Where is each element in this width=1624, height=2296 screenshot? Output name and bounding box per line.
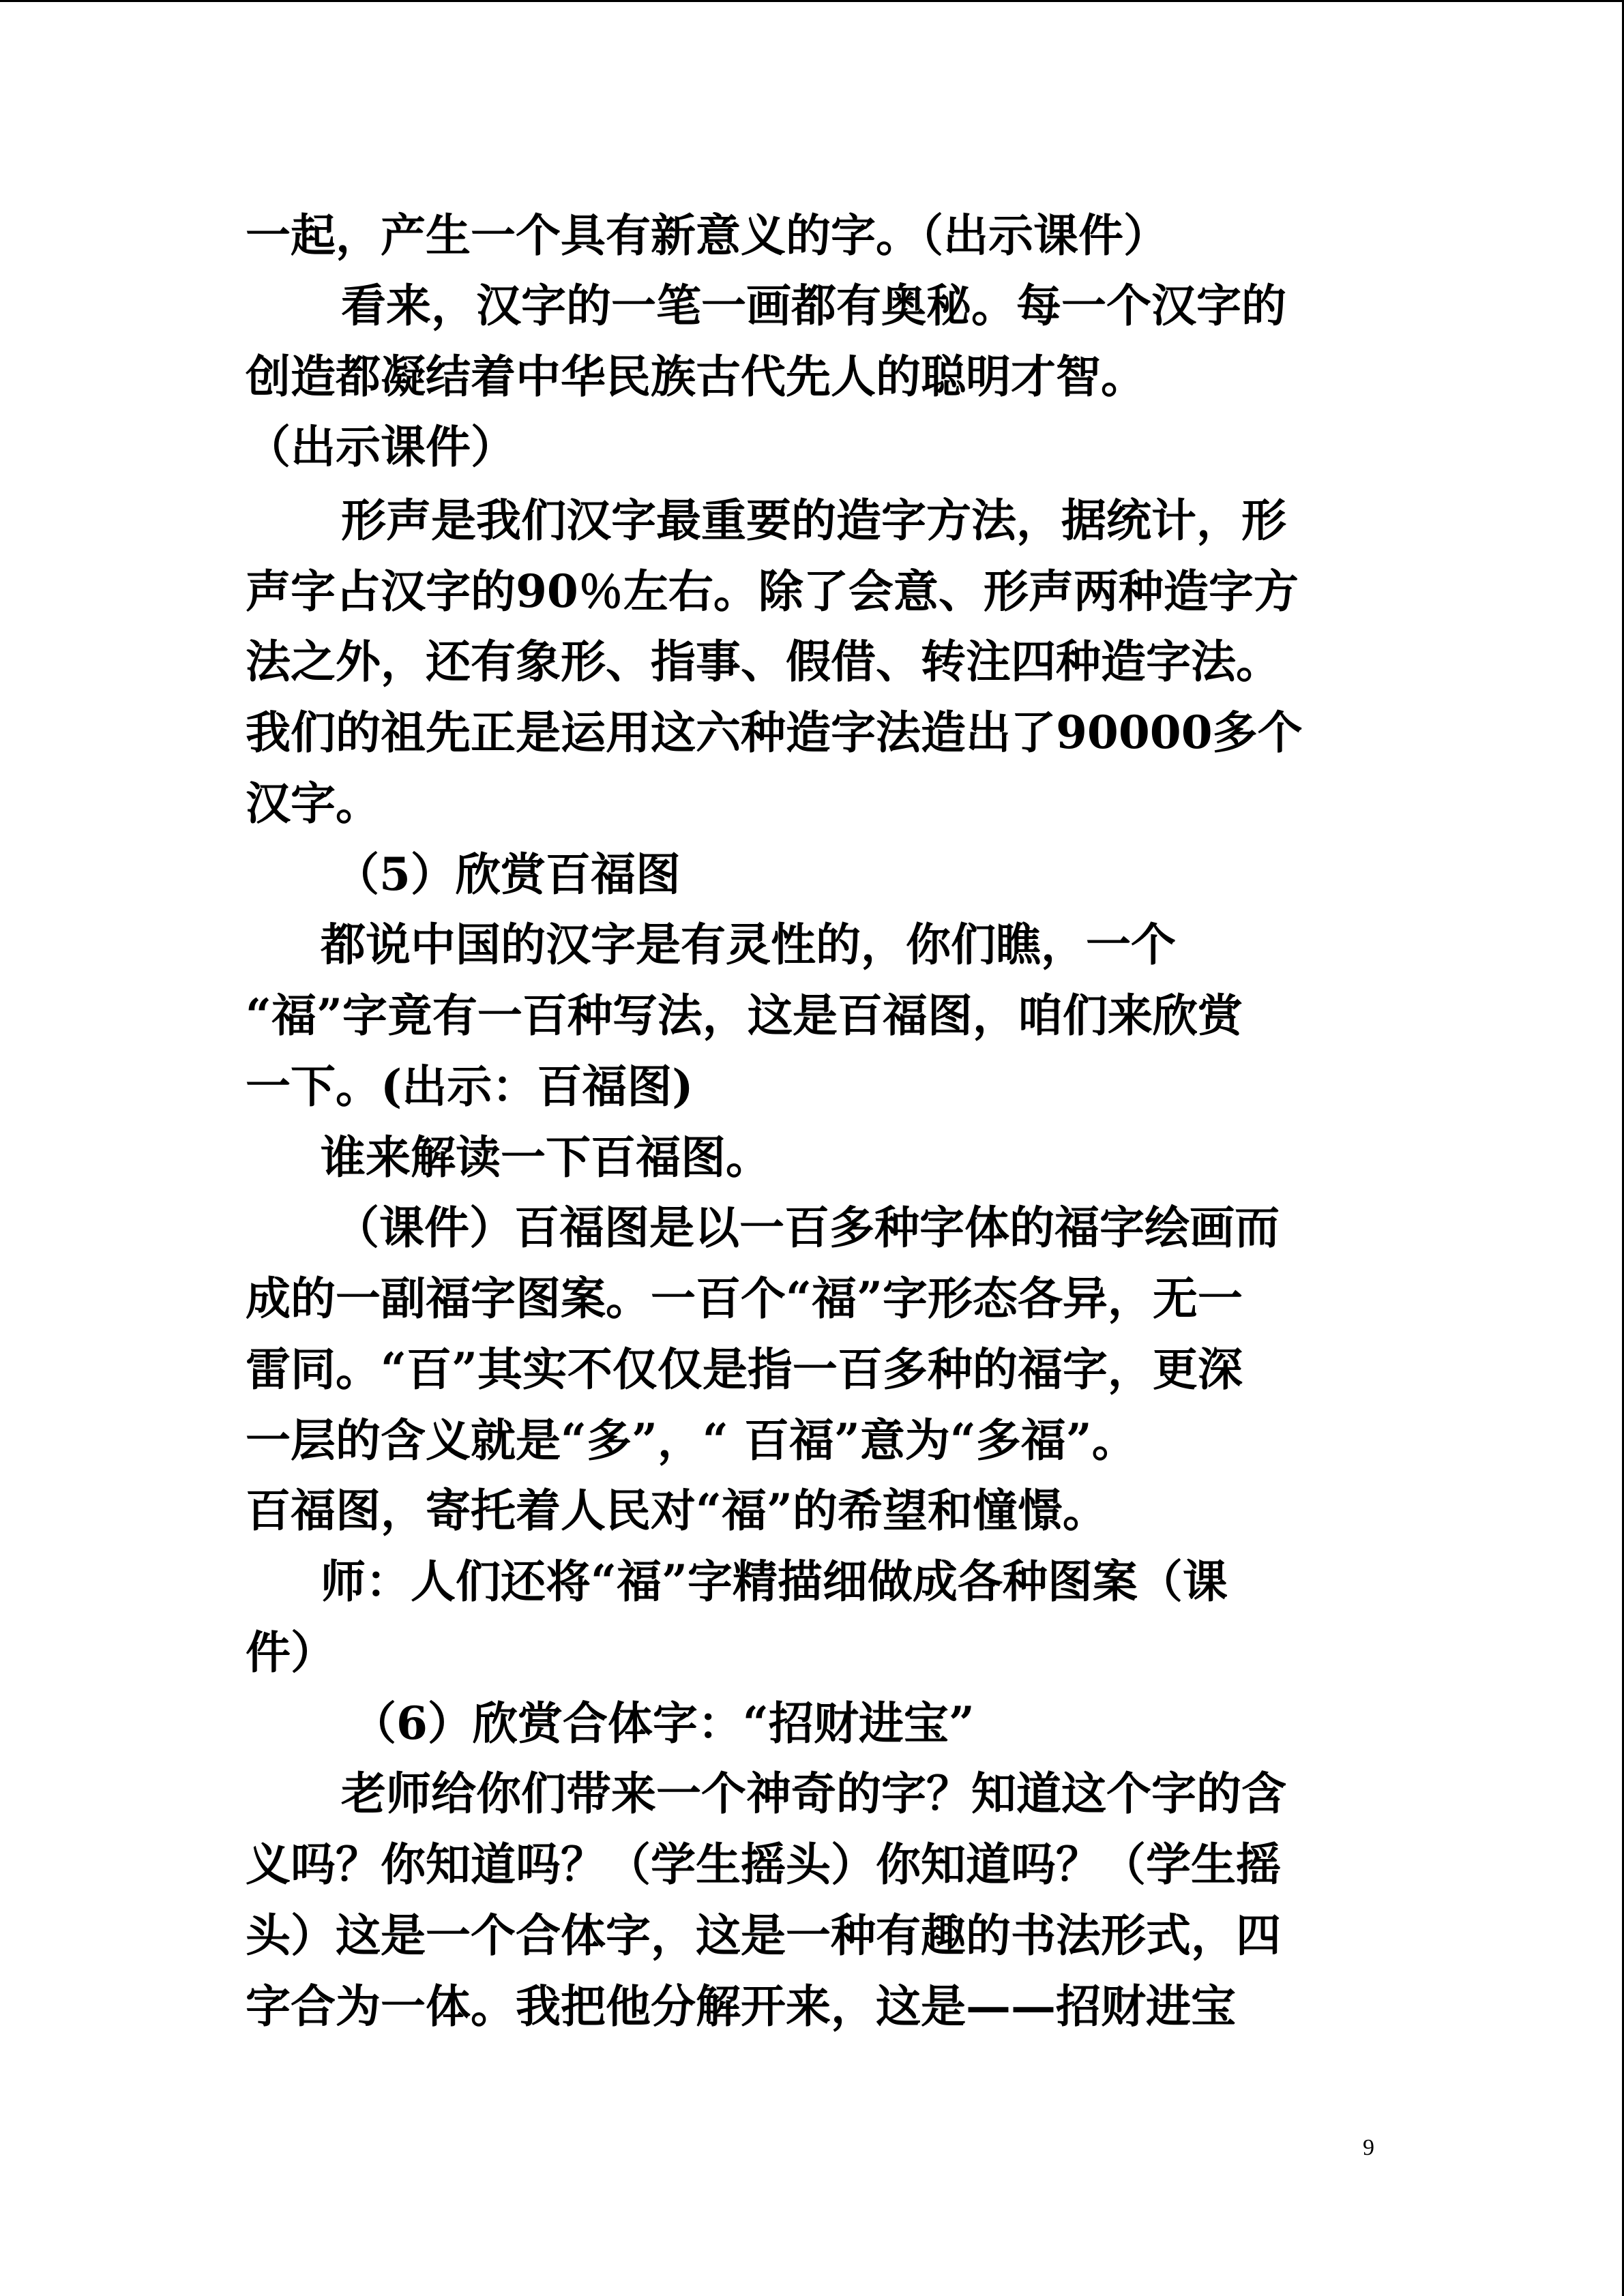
text-line: 义吗？你知道吗？（学生摇头）你知道吗？（学生摇 [246, 1838, 1281, 1891]
text-line: 法之外，还有象形、指事、假借、转注四种造字法。 [246, 635, 1281, 688]
text-line: 件） [246, 1626, 336, 1679]
text-line: 一下。(出示：百福图) [246, 1060, 694, 1113]
page-number: 9 [1363, 2135, 1374, 2160]
text-line: 字合为一体。我把他分解开来，这是——招财进宝 [246, 1980, 1236, 2033]
text-line: 师：人们还将“福”字精描细做成各种图案（课 [321, 1555, 1228, 1608]
text-line: （出示课件） [246, 420, 516, 473]
text-line: 百福图，寄托着人民对“福”的希望和憧憬。 [246, 1484, 1108, 1537]
text-line: 创造都凝结着中华民族古代先人的聪明才智。 [246, 350, 1146, 403]
section-heading: （5）欣赏百福图 [334, 848, 681, 901]
text-line: 谁来解读一下百福图。 [321, 1131, 771, 1184]
text-line: 一层的含义就是“多”，“ 百福”意为“多福”。 [246, 1414, 1137, 1467]
text-line: 都说中国的汉字是有灵性的，你们瞧，一个 [321, 918, 1176, 971]
text-line: （课件）百福图是以一百多种字体的福字绘画而 [334, 1201, 1280, 1254]
text-line: 看来，汉字的一笔一画都有奥秘。每一个汉字的 [341, 279, 1286, 332]
text-line: 声字占汉字的90％左右。除了会意、形声两种造字方 [246, 565, 1299, 618]
text-line: 形声是我们汉字最重要的造字方法，据统计，形 [341, 494, 1286, 547]
text-line: 一起，产生一个具有新意义的字。（出示课件） [246, 209, 1168, 262]
page-border-top [0, 0, 1624, 2]
text-line: 成的一副福字图案。一百个“福”字形态各异，无一 [246, 1272, 1243, 1325]
text-line: 头）这是一个合体字，这是一种有趣的书法形式，四 [246, 1909, 1281, 1962]
text-line: 雷同。“百”其实不仅仅是指一百多种的福字，更深 [246, 1343, 1243, 1396]
text-line: 老师给你们带来一个神奇的字？知道这个字的含 [341, 1767, 1286, 1820]
text-line: “福”字竟有一百种写法，这是百福图，咱们来欣赏 [246, 989, 1243, 1042]
text-line: 汉字。 [246, 777, 381, 830]
section-heading: （6）欣赏合体字：“招财进宝” [351, 1697, 975, 1750]
text-line: 我们的祖先正是运用这六种造字法造出了90000多个 [246, 706, 1303, 759]
